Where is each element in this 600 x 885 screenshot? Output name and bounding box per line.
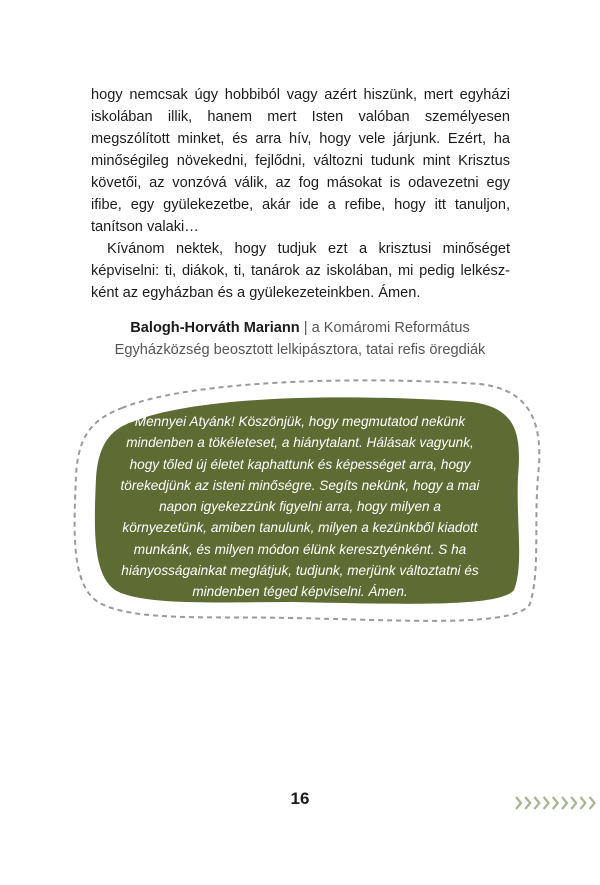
- author-role-line-2: Egyházközség beosztott lelkipásztora, tatai refis öregdiák: [114, 342, 486, 358]
- signature-separator: |: [299, 320, 312, 336]
- chevron-mark: [562, 797, 567, 809]
- prayer-text: Mennyei Atyánk! Köszönjük, hogy megmutatod nekünk mindenben a tökéleteset, a hiánytalant. Hálásak vagyunk, hogy tőled új életet kaphattunk és képességet arra, hogy törekedjünk az isteni minőségre. Segíts nekünk, hogy a mai napon igyekezzünk figyelni arra, hogy milyen a környezetünk, amiben tanulunk, milyen a kezünkből kiadott munkánk, és milyen módon élünk keresztyénként. S ha hiányosságainkat meglátjuk, tudjunk, merjünk változtatni és mindenben téged képviselni. Ámen.: [120, 414, 480, 600]
- chevron-mark: [544, 797, 549, 809]
- body-paragraph-1: hogy nemcsak úgy hobbiból vagy azért hiszünk, mert egyházi iskolában illik, hanem mert Isten valóban személyesen megszólított minket, és arra hív, hogy vele járjunk. Ezért, ha minőségileg növekedni, fejlődni, változni tudunk mint Krisztus követői, az vonzóvá válik, az fog másokat is odavezetni egy ifibe, egy gyülekezetbe, akár ide a refibe, hogy itt tanuljon, tanítson valaki…: [91, 87, 510, 235]
- author-signature: [60, 317, 540, 361]
- body-paragraph-2: Kívánom nektek, hogy tudjuk ezt a krisztusi minőséget képviselni: ti, diákok, ti, tanárok az iskolában, mi pedig lelkészként az egyházban és a gyülekezeteinkben. Ámen.: [91, 241, 510, 301]
- author-name: Balogh-Horváth Mariann: [130, 320, 300, 336]
- chevron-mark: [534, 797, 539, 809]
- chevron-mark: [553, 797, 558, 809]
- author-role-line-1: a Komáromi Református: [311, 320, 470, 336]
- chevron-mark: [516, 797, 521, 809]
- page-number: 16: [290, 789, 310, 808]
- chevron-mark: [571, 797, 576, 809]
- double-chevron-right-icon: [514, 794, 600, 812]
- body-text: [91, 84, 510, 304]
- chevron-mark: [580, 797, 585, 809]
- chevron-mark: [525, 797, 530, 809]
- chevron-mark: [590, 797, 595, 809]
